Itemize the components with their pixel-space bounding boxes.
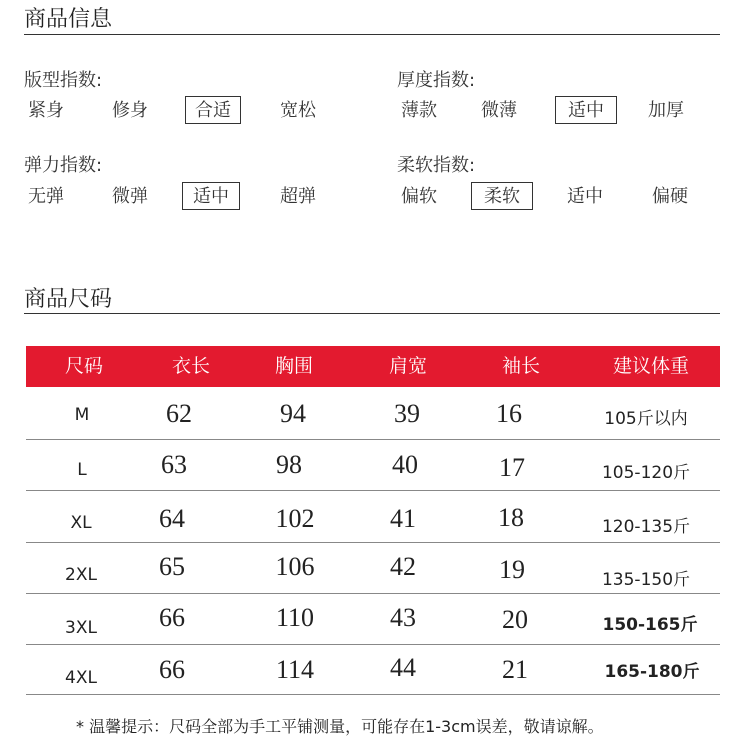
measurement-note: * 温馨提示：尺码全部为手工平铺测量，可能存在1-3cm误差，敬请谅解。: [76, 717, 604, 736]
table-cell-chest: 110: [275, 603, 315, 632]
row-divider: [26, 490, 720, 491]
table-cell-chest: 102: [275, 504, 315, 533]
softness-option-medium: 适中: [567, 186, 603, 207]
table-cell-size: 2XL: [65, 565, 97, 585]
fit-option-slim: 修身: [112, 100, 148, 121]
softness-option-soft-selected: 柔软: [471, 182, 533, 210]
table-cell-length: 64: [159, 504, 185, 533]
table-cell-weight: 105斤以内: [604, 409, 688, 429]
header-sleeve: 袖长: [501, 355, 540, 377]
table-cell-sleeve: 18: [498, 503, 524, 532]
table-cell-chest: 106: [275, 552, 315, 581]
elasticity-option-slight: 微弹: [112, 186, 148, 207]
table-cell-size: L: [77, 460, 87, 480]
softness-option-fairly-soft: 偏软: [401, 186, 437, 207]
table-cell-weight: 150-165斤: [602, 615, 698, 635]
elasticity-option-medium-selected: 适中: [182, 182, 240, 210]
table-cell-shoulder: 43: [390, 603, 416, 632]
table-cell-weight: 135-150斤: [601, 570, 691, 590]
table-cell-shoulder: 40: [392, 450, 418, 479]
header-size: 尺码: [64, 355, 103, 377]
row-divider: [26, 439, 720, 440]
table-cell-length: 65: [159, 552, 185, 581]
table-cell-chest: 98: [276, 450, 302, 479]
table-cell-weight: 120-135斤: [601, 517, 691, 537]
header-chest: 胸围: [274, 355, 313, 377]
table-cell-chest: 114: [275, 655, 315, 684]
table-cell-sleeve: 21: [502, 655, 528, 684]
row-divider: [26, 593, 720, 594]
row-divider: [26, 694, 720, 695]
thickness-option-thick: 加厚: [648, 100, 684, 121]
softness-index-label: 柔软指数:: [397, 155, 476, 176]
fit-option-tight: 紧身: [28, 100, 64, 121]
table-cell-length: 62: [166, 399, 192, 428]
size-table-header: [26, 346, 720, 387]
table-cell-sleeve: 16: [496, 399, 522, 428]
table-cell-sleeve: 20: [502, 605, 528, 634]
table-cell-shoulder: 44: [390, 653, 416, 682]
header-shoulder: 肩宽: [388, 355, 427, 377]
table-cell-chest: 94: [280, 399, 306, 428]
table-cell-length: 66: [159, 655, 185, 684]
row-divider: [26, 542, 720, 543]
elasticity-option-super: 超弹: [280, 186, 316, 207]
table-cell-shoulder: 41: [390, 504, 416, 533]
elasticity-index-label: 弹力指数:: [24, 155, 103, 176]
header-weight: 建议体重: [612, 355, 689, 377]
thickness-option-slightly-thin: 微薄: [481, 100, 517, 121]
fit-index-label: 版型指数:: [24, 70, 103, 91]
header-length: 衣长: [171, 355, 210, 377]
fit-option-regular-selected: 合适: [185, 96, 241, 124]
table-cell-sleeve: 17: [499, 453, 525, 482]
fit-option-loose: 宽松: [280, 100, 316, 121]
table-cell-size: 3XL: [65, 618, 97, 638]
thickness-option-medium-selected: 适中: [555, 96, 617, 124]
product-size-title: 商品尺码: [24, 287, 113, 312]
product-size-divider: [24, 313, 720, 314]
table-cell-weight: 165-180斤: [604, 662, 700, 682]
table-cell-shoulder: 42: [390, 552, 416, 581]
table-cell-size: XL: [70, 513, 92, 533]
table-cell-size: M: [74, 405, 90, 425]
table-cell-shoulder: 39: [394, 399, 420, 428]
product-info-title: 商品信息: [24, 7, 113, 32]
table-cell-length: 66: [159, 603, 185, 632]
product-info-divider: [24, 34, 720, 35]
table-cell-length: 63: [161, 450, 187, 479]
thickness-option-thin: 薄款: [401, 100, 437, 121]
table-cell-weight: 105-120斤: [601, 463, 691, 483]
table-cell-size: 4XL: [65, 668, 97, 688]
softness-option-fairly-hard: 偏硬: [652, 186, 688, 207]
elasticity-option-none: 无弹: [28, 186, 64, 207]
row-divider: [26, 644, 720, 645]
thickness-index-label: 厚度指数:: [397, 70, 476, 91]
table-cell-sleeve: 19: [499, 555, 525, 584]
